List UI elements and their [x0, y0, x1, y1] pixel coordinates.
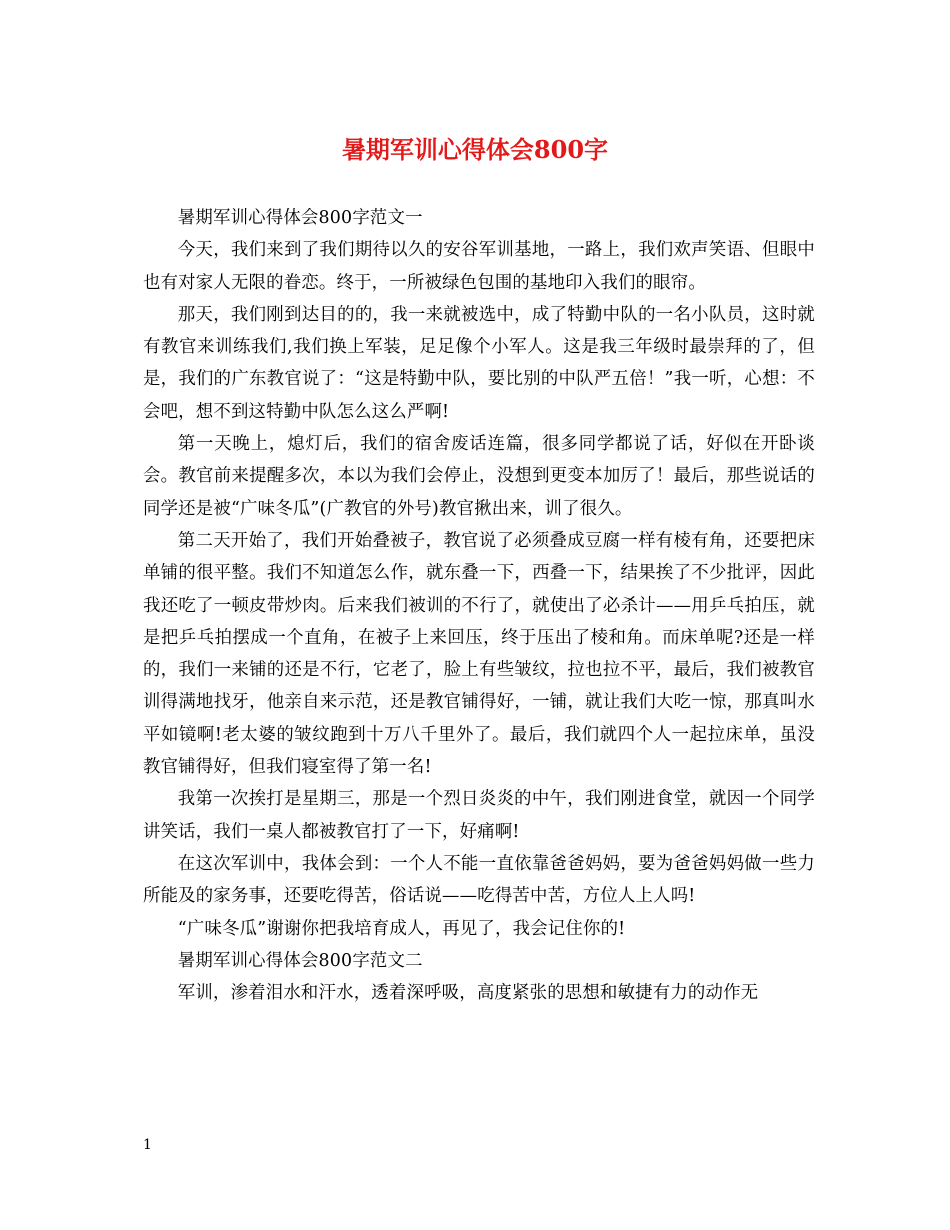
page-number: 1 [143, 1137, 152, 1153]
paragraph: “广味冬瓜”谢谢你把我培育成人，再见了，我会记住你的! [177, 918, 626, 939]
document-title: 暑期军训心得体会800字 [341, 135, 609, 164]
paragraph: 在这次军训中，我体会到：一个人不能一直依靠爸爸妈妈，要为爸爸妈妈做一些力所能及的家务事，还要吃得苦，俗话说——吃得苦中苦，方位人上人吗! [143, 853, 815, 907]
paragraph: 那天，我们刚到达目的的，我一来就被选中，成了特勤中队的一名小队员，这时就有教官来训练我们,我们换上军装，足足像个小军人。这是我三年级时最崇拜的了，但是，我们的广东教官说了：“这是特勤中队，要比别的中队严五倍！”我一听，心想：不会吧，想不到这特勤中队怎么这么严啊! [143, 304, 815, 422]
section-heading-2: 暑期军训心得体会800字范文二 [177, 950, 423, 971]
paragraph: 今天，我们来到了我们期待以久的安谷军训基地，一路上，我们欢声笑语、但眼中也有对家人无限的眷恋。终于，一所被绿色包围的基地印入我们的眼帘。 [143, 240, 815, 293]
paragraph: 我第一次挨打是星期三，那是一个烈日炎炎的中午，我们刚进食堂，就因一个同学讲笑话，我们一桌人都被教官打了一下，好痛啊! [143, 789, 815, 842]
paragraph: 第一天晚上，熄灯后，我们的宿舍废话连篇，很多同学都说了话，好似在开卧谈会。教官前来提醒多次，本以为我们会停止，没想到更变本加厉了！最后，那些说话的同学还是被“广味冬瓜”(广教官的外号)教官揪出来，训了很久。 [143, 434, 815, 519]
document-body [143, 202, 815, 1009]
paragraph: 军训，渗着泪水和汗水，透着深呼吸，高度紧张的思想和敏捷有力的动作无 [177, 983, 759, 1004]
paragraph: 第二天开始了，我们开始叠被子，教官说了必须叠成豆腐一样有棱有角，还要把床单铺的很平整。我们不知道怎么作，就东叠一下，西叠一下，结果挨了不少批评，因此我还吃了一顿皮带炒肉。后来我们被训的不行了，就使出了必杀计——用乒乓拍压，就是把乒乓拍摆成一个直角，在被子上来回压，终于压出了棱和角。而床单呢?还是一样的，我们一来铺的还是不行，它老了，脸上有些皱纹，拉也拉不平，最后，我们被教官训得满地找牙，他亲自来示范，还是教官铺得好，一铺，就让我们大吃一惊，那真叫水平如镜啊!老太婆的皱纹跑到十万八千里外了。最后，我们就四个人一起拉床单，虽没教官铺得好，但我们寝室得了第一名! [143, 530, 815, 778]
section-heading-1: 暑期军训心得体会800字范文一 [177, 208, 423, 228]
